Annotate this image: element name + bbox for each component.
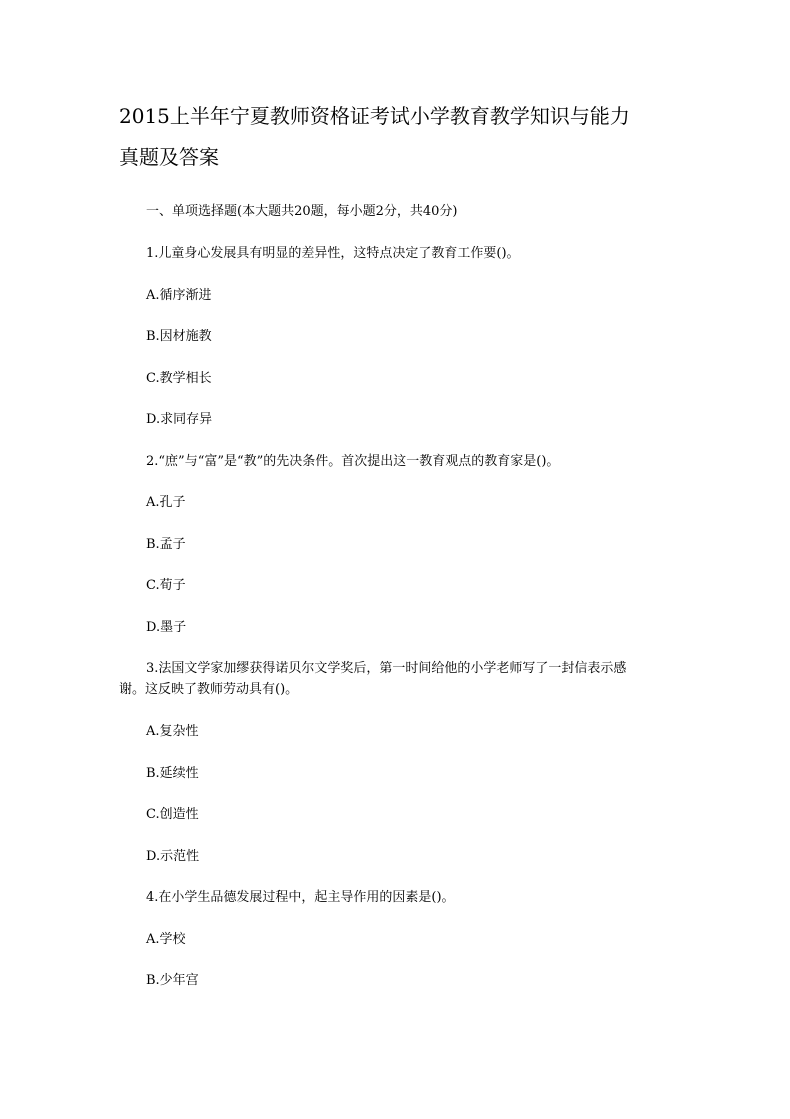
- question-2-option-b: B.孟子: [146, 537, 186, 552]
- question-4-stem: 4.在小学生品德发展过程中，起主导作用的因素是()。: [146, 890, 455, 905]
- question-3-stem-line-1: 3.法国文学家加缪获得诺贝尔文学奖后，第一时间给他的小学老师写了一封信表示感: [146, 661, 627, 676]
- question-2-stem: 2.“庶”与“富”是“教”的先决条件。首次提出这一教育观点的教育家是()。: [146, 454, 560, 469]
- question-1-option-c: C.教学相长: [146, 371, 212, 386]
- question-4-option-b: B.少年宫: [146, 973, 199, 988]
- document-title-line-2: 真题及答案: [119, 145, 219, 169]
- question-1-stem: 1.儿童身心发展具有明显的差异性，这特点决定了教育工作要()。: [146, 246, 520, 261]
- question-1-option-d: D.求同存异: [146, 412, 213, 427]
- document-title-line-1: 2015上半年宁夏教师资格证考试小学教育教学知识与能力: [119, 104, 630, 128]
- question-3-stem-line-2: 谢。这反映了教师劳动具有()。: [119, 682, 299, 697]
- question-2-option-a: A.孔子: [146, 495, 186, 510]
- question-3-option-b: B.延续性: [146, 766, 199, 781]
- question-3-option-c: C.创造性: [146, 807, 199, 822]
- question-1-option-a: A.循序渐进: [146, 288, 212, 303]
- question-3-option-d: D.示范性: [146, 849, 200, 864]
- section-heading: 一、单项选择题(本大题共20题，每小题2分，共40分): [146, 204, 458, 219]
- question-4-option-a: A.学校: [146, 932, 186, 947]
- question-1-option-b: B.因材施教: [146, 329, 212, 344]
- question-2-option-d: D.墨子: [146, 620, 187, 635]
- question-3-option-a: A.复杂性: [146, 724, 199, 739]
- question-2-option-c: C.荀子: [146, 578, 186, 593]
